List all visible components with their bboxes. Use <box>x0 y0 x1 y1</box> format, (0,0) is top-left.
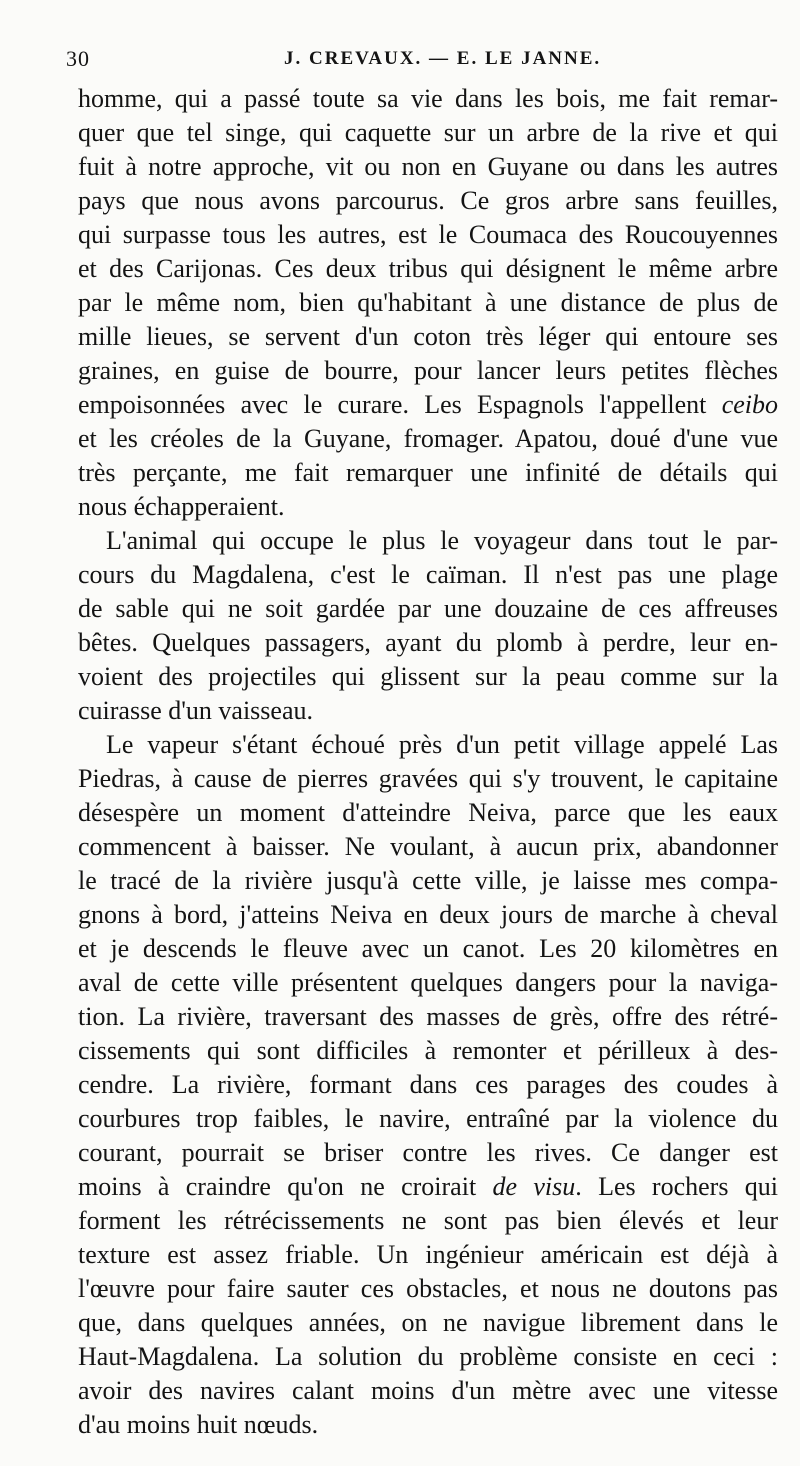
text-line: graines, en guise de bourre, pour lancer leurs petites flèches <box>78 356 778 385</box>
text-line: cuirasse d'un vaisseau. <box>78 696 314 725</box>
text-line: très perçante, me fait remarquer une infinité de détails qui <box>78 458 778 487</box>
text-line: que, dans quelques années, on ne navigue librement dans le <box>78 1308 778 1337</box>
text-line: voient des projectiles qui glissent sur la peau comme sur la <box>78 662 778 691</box>
text-line: le tracé de la rivière jusqu'à cette ville, je laisse mes compa- <box>78 866 778 895</box>
text-line: d'au moins huit nœuds. <box>78 1410 319 1439</box>
text-line: texture est assez friable. Un ingénieur américain est déjà à <box>78 1240 778 1269</box>
text-line: fuit à notre approche, vit ou non en Guyane ou dans les autres <box>78 152 778 181</box>
paragraph <box>78 728 778 1442</box>
text-line: courbures trop faibles, le navire, entraîné par la violence du <box>78 1104 778 1133</box>
paragraph <box>78 82 778 524</box>
text-line: moins à craindre qu'on ne croirait de visu. Les rochers qui <box>78 1172 778 1201</box>
text-line: cissements qui sont difficiles à remonter et périlleux à des- <box>78 1036 778 1065</box>
text-line: L'animal qui occupe le plus le voyageur dans tout le par- <box>106 526 778 555</box>
text-line: l'œuvre pour faire sauter ces obstacles, et nous ne doutons pas <box>78 1274 778 1303</box>
text-line: cendre. La rivière, formant dans ces parages des coudes à <box>78 1070 778 1099</box>
text-line: courant, pourrait se briser contre les rives. Ce danger est <box>78 1138 778 1167</box>
text-line: et je descends le fleuve avec un canot. Les 20 kilomètres en <box>78 934 778 963</box>
text-line: forment les rétrécissements ne sont pas bien élevés et leur <box>78 1206 778 1235</box>
text-line: quer que tel singe, qui caquette sur un arbre de la rive et qui <box>78 118 778 147</box>
text-line: bêtes. Quelques passagers, ayant du plomb à perdre, leur en- <box>78 628 778 657</box>
body-text <box>78 82 778 1442</box>
text-line: et les créoles de la Guyane, fromager. Apatou, doué d'une vue <box>78 424 778 453</box>
text-line: empoisonnées avec le curare. Les Espagnols l'appellent ceibo <box>78 390 778 419</box>
text-line: tion. La rivière, traversant des masses de grès, offre des rétré- <box>78 1002 778 1031</box>
text-line: Le vapeur s'étant échoué près d'un petit village appelé Las <box>106 730 778 759</box>
text-line: Piedras, à cause de pierres gravées qui s'y trouvent, le capitaine <box>78 764 778 793</box>
text-line: désespère un moment d'atteindre Neiva, parce que les eaux <box>78 798 778 827</box>
text-line: aval de cette ville présentent quelques dangers pour la naviga- <box>78 968 778 997</box>
text-line: nous échapperaient. <box>78 492 285 521</box>
page-header <box>66 46 778 76</box>
text-line: homme, qui a passé toute sa vie dans les bois, me fait remar- <box>78 84 778 113</box>
text-line: cours du Magdalena, c'est le caïman. Il n'est pas une plage <box>78 560 778 589</box>
text-line: Haut-Magdalena. La solution du problème consiste en ceci : <box>78 1342 778 1371</box>
running-head: J. CREVAUX. — E. LE JANNE. <box>284 48 602 69</box>
text-line: et des Carijonas. Ces deux tribus qui désignent le même arbre <box>78 254 778 283</box>
text-line: qui surpasse tous les autres, est le Coumaca des Roucouyennes <box>78 220 778 249</box>
text-line: commencent à baisser. Ne voulant, à aucun prix, abandonner <box>78 832 778 861</box>
text-line: avoir des navires calant moins d'un mètre avec une vitesse <box>78 1376 778 1405</box>
paragraph <box>78 524 778 728</box>
text-line: mille lieues, se servent d'un coton très léger qui entoure ses <box>78 322 778 351</box>
text-line: gnons à bord, j'atteins Neiva en deux jours de marche à cheval <box>78 900 778 929</box>
page-number: 30 <box>66 46 90 71</box>
text-line: par le même nom, bien qu'habitant à une distance de plus de <box>78 288 778 317</box>
text-line: pays que nous avons parcourus. Ce gros arbre sans feuilles, <box>78 186 778 215</box>
text-line: de sable qui ne soit gardée par une douzaine de ces affreuses <box>78 594 778 623</box>
